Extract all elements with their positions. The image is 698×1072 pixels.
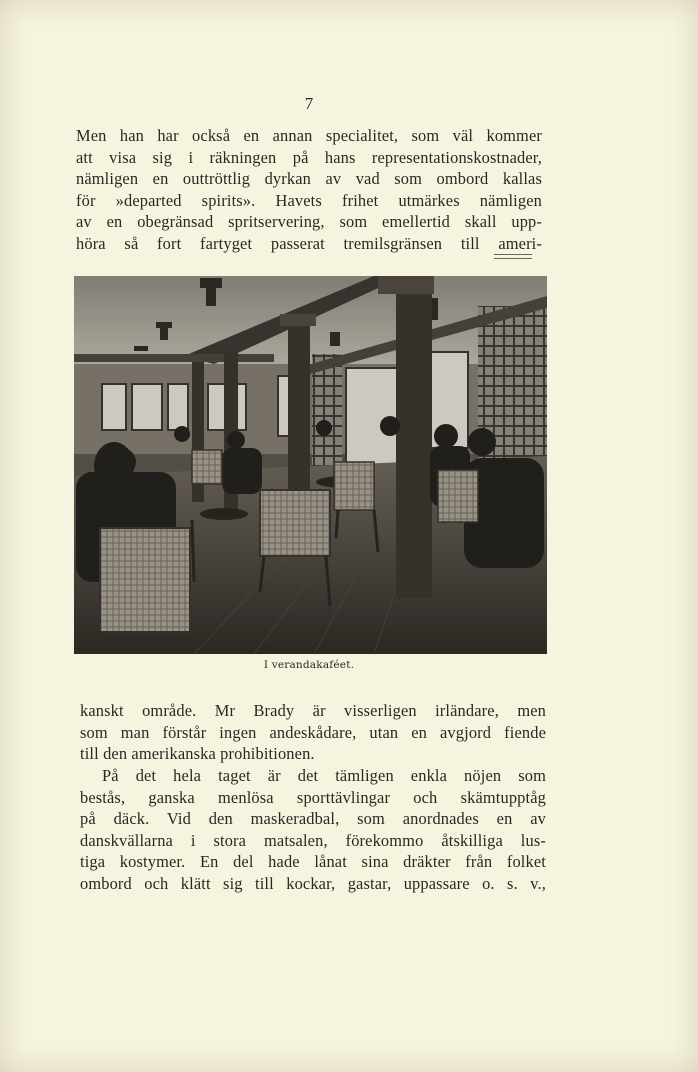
text-line: danskvällarna i stora matsalen, förekommo åtskilliga lus-	[80, 830, 546, 850]
text-line: höra så fort fartyget passerat tremilsgränsen till ameri-	[76, 233, 542, 253]
veranda-cafe-photo	[74, 276, 547, 654]
text-line: nämligen en outtröttlig dyrkan av vad som ombord kallas	[76, 169, 542, 189]
text-line: På det hela taget är det tämligen enkla nöjen som	[102, 766, 546, 785]
decorative-rule	[494, 254, 532, 259]
text-line: kanskt område. Mr Brady är visserligen irländare, men	[80, 701, 546, 720]
text-line: Men han har också en annan specialitet, som väl kommer	[76, 126, 542, 145]
text-line: till den amerikanska prohibitionen.	[80, 744, 315, 764]
image-caption: I verandakaféet.	[263, 659, 355, 671]
paragraph-middle	[80, 700, 546, 765]
paragraph-bottom	[80, 765, 546, 895]
page-number: 7	[304, 94, 314, 113]
paragraph-top	[76, 125, 542, 255]
text-line: som man förstår ingen andeskådare, utan en avgjord fiende	[80, 722, 546, 742]
text-line: bestås, ganska menlösa sporttävlingar och skämtupptåg	[80, 787, 546, 807]
text-line: på däck. Vid den maskeradbal, som anordnades en av	[80, 809, 546, 829]
text-line: att visa sig i räkningen på hans representationskostnader,	[76, 147, 542, 167]
text-line: ombord och klätt sig till kockar, gastar, uppassare o. s. v.,	[80, 873, 546, 893]
text-line: av en obegränsad spritservering, som emellertid skall upp-	[76, 212, 542, 232]
text-line: för »departed spirits». Havets frihet utmärkes nämligen	[76, 190, 542, 210]
text-line: tiga kostymer. En del hade lånat sina dräkter från folket	[80, 852, 546, 872]
